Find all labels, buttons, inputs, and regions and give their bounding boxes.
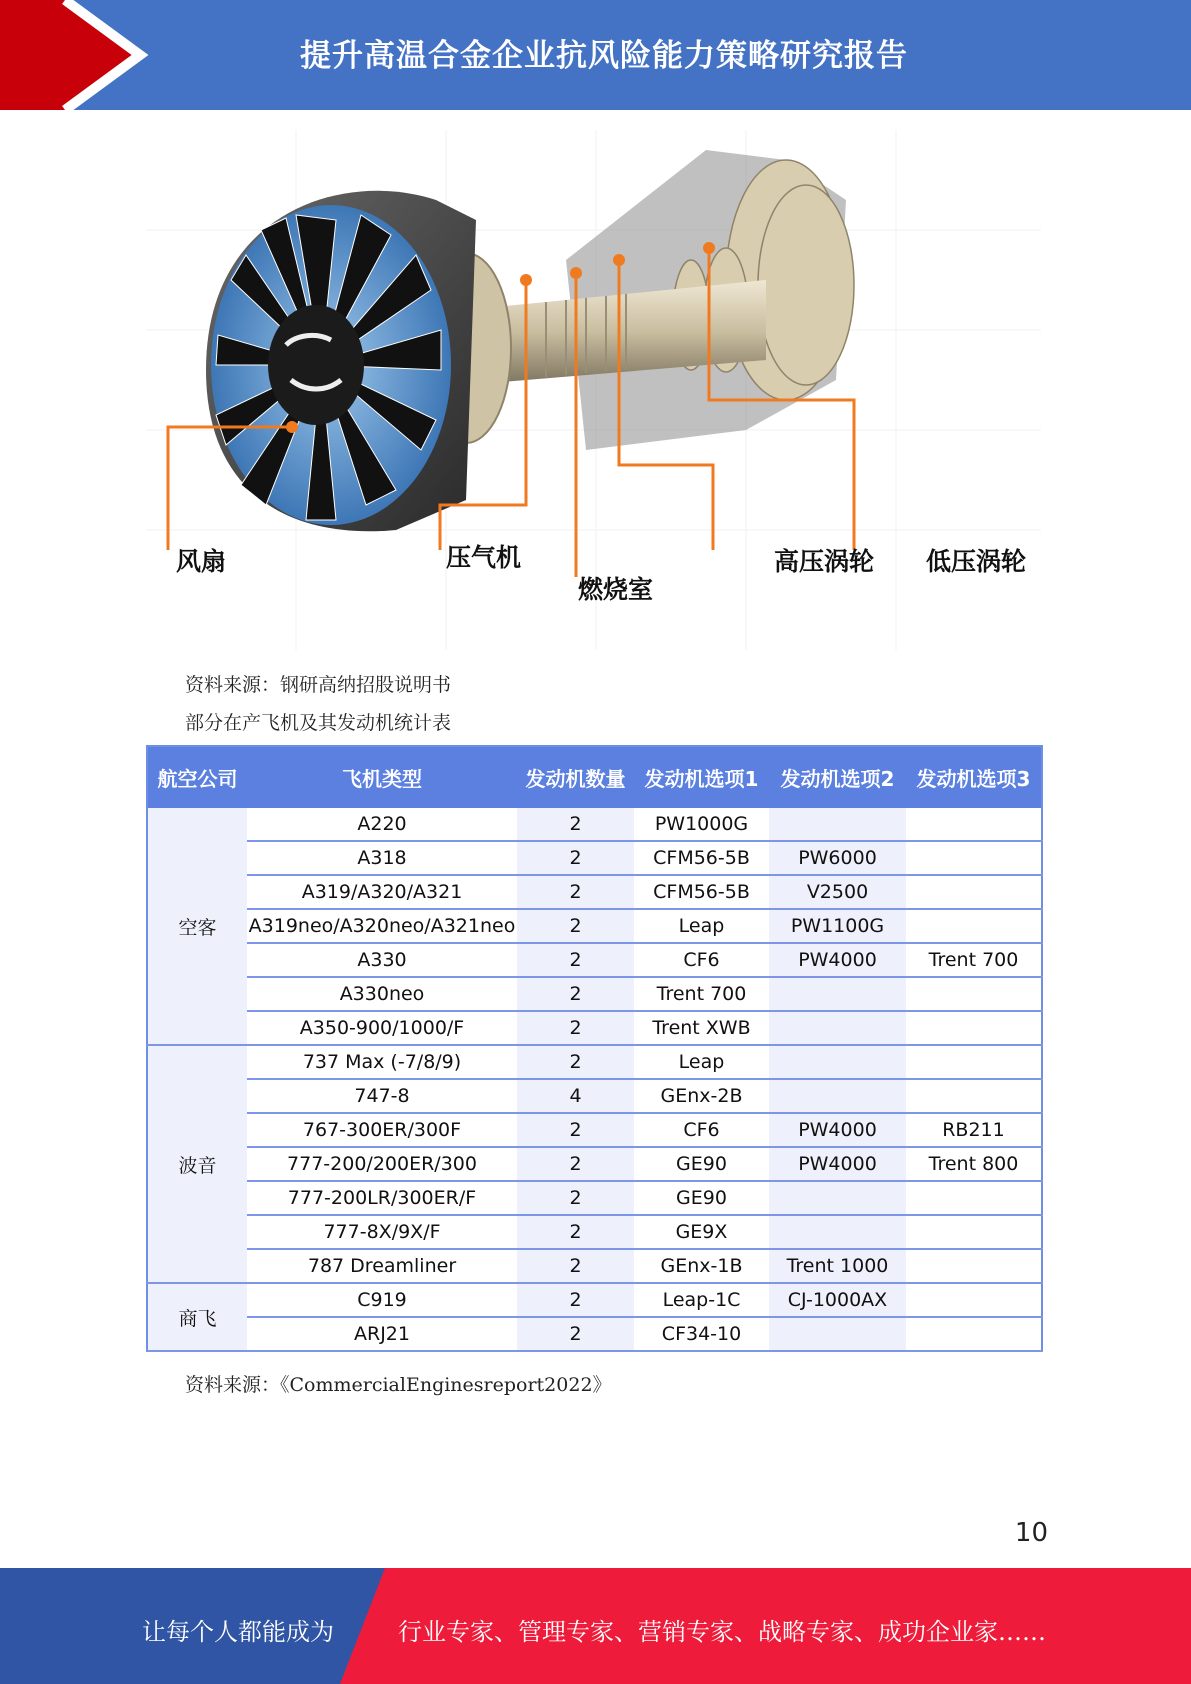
engine-count-cell: 2 bbox=[517, 943, 634, 977]
option1-cell: CF6 bbox=[634, 943, 769, 977]
col-header-option3: 发动机选项3 bbox=[906, 746, 1042, 808]
col-header-option2: 发动机选项2 bbox=[769, 746, 906, 808]
table-row bbox=[147, 1113, 1042, 1147]
engine-count-cell: 2 bbox=[517, 1249, 634, 1283]
table-row bbox=[147, 1283, 1042, 1317]
footer-slogan-left: 让每个人都能成为 bbox=[142, 1618, 334, 1646]
page-footer bbox=[0, 1568, 1191, 1684]
option1-cell: Leap-1C bbox=[634, 1283, 769, 1317]
option1-cell: GEnx-2B bbox=[634, 1079, 769, 1113]
label-lp-turbine: 低压涡轮 bbox=[926, 547, 1027, 576]
option2-cell: PW4000 bbox=[769, 1147, 906, 1181]
aircraft-cell: A318 bbox=[247, 841, 517, 875]
engine-count-cell: 2 bbox=[517, 1181, 634, 1215]
aircraft-cell: 767-300ER/300F bbox=[247, 1113, 517, 1147]
aircraft-cell: A220 bbox=[247, 808, 517, 841]
table-row bbox=[147, 1045, 1042, 1079]
engine-count-cell: 2 bbox=[517, 1215, 634, 1249]
page-header bbox=[0, 0, 1191, 110]
airline-cell: 波音 bbox=[147, 1045, 247, 1283]
figure-source: 资料来源：钢研高纳招股说明书 bbox=[185, 674, 452, 696]
option3-cell bbox=[906, 1283, 1042, 1317]
option3-cell bbox=[906, 1181, 1042, 1215]
option3-cell: Trent 800 bbox=[906, 1147, 1042, 1181]
page-number: 10 bbox=[1014, 1518, 1048, 1548]
aircraft-cell: 777-8X/9X/F bbox=[247, 1215, 517, 1249]
table-row bbox=[147, 1181, 1042, 1215]
aircraft-cell: 777-200/200ER/300 bbox=[247, 1147, 517, 1181]
table-row bbox=[147, 1249, 1042, 1283]
table-row bbox=[147, 1215, 1042, 1249]
option1-cell: PW1000G bbox=[634, 808, 769, 841]
engine-count-cell: 2 bbox=[517, 1045, 634, 1079]
aircraft-cell: A330neo bbox=[247, 977, 517, 1011]
engine-count-cell: 2 bbox=[517, 1317, 634, 1351]
option1-cell: Trent XWB bbox=[634, 1011, 769, 1045]
option3-cell: RB211 bbox=[906, 1113, 1042, 1147]
option2-cell bbox=[769, 1181, 906, 1215]
option2-cell bbox=[769, 1045, 906, 1079]
option2-cell bbox=[769, 1079, 906, 1113]
aircraft-cell: A319neo/A320neo/A321neo bbox=[247, 909, 517, 943]
engine-count-cell: 2 bbox=[517, 1011, 634, 1045]
option2-cell: PW4000 bbox=[769, 1113, 906, 1147]
footer-slogan-right: 行业专家、管理专家、营销专家、战略专家、成功企业家…… bbox=[398, 1618, 1046, 1646]
engine-cutaway-figure bbox=[146, 130, 1041, 650]
option2-cell: CJ-1000AX bbox=[769, 1283, 906, 1317]
aircraft-cell: A350-900/1000/F bbox=[247, 1011, 517, 1045]
engine-count-cell: 2 bbox=[517, 808, 634, 841]
table-row bbox=[147, 875, 1042, 909]
engine-count-cell: 2 bbox=[517, 841, 634, 875]
option1-cell: CFM56-5B bbox=[634, 841, 769, 875]
engine-count-cell: 2 bbox=[517, 977, 634, 1011]
option2-cell bbox=[769, 1215, 906, 1249]
col-header-aircraft: 飞机类型 bbox=[247, 746, 517, 808]
table-caption: 部分在产飞机及其发动机统计表 bbox=[185, 712, 452, 734]
table-row bbox=[147, 1011, 1042, 1045]
option1-cell: GE9X bbox=[634, 1215, 769, 1249]
option2-cell: PW4000 bbox=[769, 943, 906, 977]
aircraft-cell: A330 bbox=[247, 943, 517, 977]
option1-cell: GE90 bbox=[634, 1147, 769, 1181]
table-row bbox=[147, 1147, 1042, 1181]
col-header-option1: 发动机选项1 bbox=[634, 746, 769, 808]
aircraft-cell: C919 bbox=[247, 1283, 517, 1317]
option2-cell bbox=[769, 808, 906, 841]
option1-cell: CF34-10 bbox=[634, 1317, 769, 1351]
table-header-row bbox=[147, 746, 1042, 808]
aircraft-cell: 747-8 bbox=[247, 1079, 517, 1113]
option3-cell bbox=[906, 1317, 1042, 1351]
col-header-engine-count: 发动机数量 bbox=[517, 746, 634, 808]
engine-count-cell: 4 bbox=[517, 1079, 634, 1113]
aircraft-cell: 777-200LR/300ER/F bbox=[247, 1181, 517, 1215]
option3-cell bbox=[906, 841, 1042, 875]
option3-cell bbox=[906, 808, 1042, 841]
option3-cell bbox=[906, 909, 1042, 943]
label-combustor: 燃烧室 bbox=[578, 575, 654, 604]
label-fan: 风扇 bbox=[176, 547, 227, 576]
option1-cell: CFM56-5B bbox=[634, 875, 769, 909]
report-title: 提升高温合金企业抗风险能力策略研究报告 bbox=[300, 38, 908, 74]
label-hp-turbine: 高压涡轮 bbox=[774, 547, 875, 576]
aircraft-cell: ARJ21 bbox=[247, 1317, 517, 1351]
option2-cell bbox=[769, 1317, 906, 1351]
col-header-airline: 航空公司 bbox=[147, 746, 247, 808]
table-row bbox=[147, 1317, 1042, 1351]
engine-count-cell: 2 bbox=[517, 909, 634, 943]
option1-cell: Leap bbox=[634, 1045, 769, 1079]
table-row bbox=[147, 808, 1042, 841]
aircraft-cell: 787 Dreamliner bbox=[247, 1249, 517, 1283]
airline-cell: 商飞 bbox=[147, 1283, 247, 1351]
option1-cell: Leap bbox=[634, 909, 769, 943]
table-row bbox=[147, 909, 1042, 943]
option2-cell bbox=[769, 1011, 906, 1045]
option1-cell: GEnx-1B bbox=[634, 1249, 769, 1283]
option3-cell bbox=[906, 875, 1042, 909]
option2-cell: PW1100G bbox=[769, 909, 906, 943]
engine-count-cell: 2 bbox=[517, 1147, 634, 1181]
option2-cell: V2500 bbox=[769, 875, 906, 909]
table-row bbox=[147, 943, 1042, 977]
table-row bbox=[147, 977, 1042, 1011]
option3-cell: Trent 700 bbox=[906, 943, 1042, 977]
engine-stats-table bbox=[146, 745, 1043, 1352]
label-compressor: 压气机 bbox=[446, 543, 522, 572]
engine-count-cell: 2 bbox=[517, 1113, 634, 1147]
option2-cell: Trent 1000 bbox=[769, 1249, 906, 1283]
engine-count-cell: 2 bbox=[517, 875, 634, 909]
airline-cell: 空客 bbox=[147, 808, 247, 1045]
aircraft-cell: A319/A320/A321 bbox=[247, 875, 517, 909]
option3-cell bbox=[906, 1249, 1042, 1283]
option3-cell bbox=[906, 1215, 1042, 1249]
option3-cell bbox=[906, 1045, 1042, 1079]
option3-cell bbox=[906, 977, 1042, 1011]
option3-cell bbox=[906, 1011, 1042, 1045]
table-row bbox=[147, 1079, 1042, 1113]
option1-cell: Trent 700 bbox=[634, 977, 769, 1011]
option1-cell: CF6 bbox=[634, 1113, 769, 1147]
engine-count-cell: 2 bbox=[517, 1283, 634, 1317]
table-row bbox=[147, 841, 1042, 875]
option2-cell bbox=[769, 977, 906, 1011]
option3-cell bbox=[906, 1079, 1042, 1113]
option1-cell: GE90 bbox=[634, 1181, 769, 1215]
table-source: 资料来源：《CommercialEnginesreport2022》 bbox=[185, 1374, 612, 1396]
option2-cell: PW6000 bbox=[769, 841, 906, 875]
aircraft-cell: 737 Max (-7/8/9) bbox=[247, 1045, 517, 1079]
